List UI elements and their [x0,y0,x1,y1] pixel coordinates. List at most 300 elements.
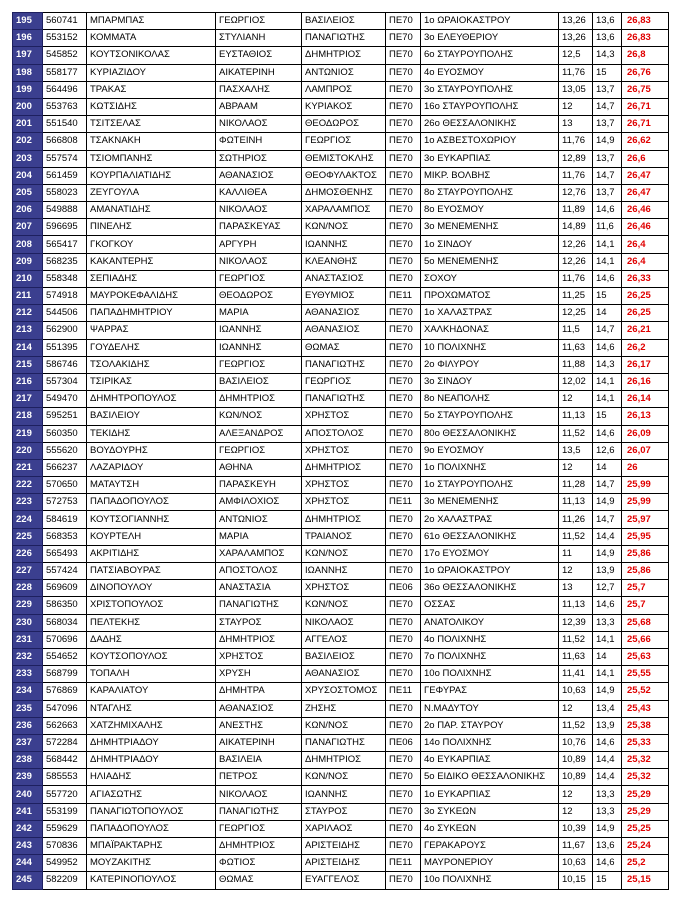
table-row [13,391,669,408]
surname-cell: ΔΗΜΗΤΡΟΠΟΥΛΟΣ [87,391,216,408]
rank-cell: 213 [13,322,43,339]
total-cell: 26,71 [622,98,669,115]
score-b-cell: 14,3 [593,356,622,373]
surname-cell: ΜΠΑΪΡΑΚΤΑΡΗΣ [87,838,216,855]
surname-cell: ΚΟΥΡΠΑΛΙΑΤΙΔΗΣ [87,167,216,184]
rank-cell: 239 [13,769,43,786]
total-cell: 26,71 [622,116,669,133]
surname-cell: ΚΟΜΜΑΤΑ [87,30,216,47]
score-a-cell: 11,13 [559,408,593,425]
score-b-cell: 11,6 [593,219,622,236]
specialty-cell: ΠΕ06 [386,734,421,751]
table-row [13,820,669,837]
id-cell: 568442 [43,752,87,769]
father-name-cell: ΑΠΟΣΤΟΛΟΣ [302,425,386,442]
father-name-cell: ΑΡΙΣΤΕΙΔΗΣ [302,838,386,855]
surname-cell: ΠΑΝΑΓΙΩΤΟΠΟΥΛΟΣ [87,803,216,820]
surname-cell: ΚΟΥΤΣΟΝΙΚΟΛΑΣ [87,47,216,64]
id-cell: 549888 [43,202,87,219]
specialty-cell: ΠΕ70 [386,339,421,356]
father-name-cell: ΧΡΗΣΤΟΣ [302,408,386,425]
id-cell: 558023 [43,184,87,201]
score-b-cell: 14,6 [593,597,622,614]
score-a-cell: 12 [559,700,593,717]
score-b-cell: 15 [593,872,622,889]
id-cell: 564496 [43,81,87,98]
score-b-cell: 14,3 [593,47,622,64]
specialty-cell: ΠΕ70 [386,803,421,820]
rank-cell: 225 [13,528,43,545]
score-a-cell: 11 [559,545,593,562]
father-name-cell: ΘΕΟΦΥΛΑΚΤΟΣ [302,167,386,184]
first-name-cell: ΑΡΓΥΡΗ [216,236,302,253]
score-b-cell: 14,4 [593,769,622,786]
id-cell: 586746 [43,356,87,373]
specialty-cell: ΠΕ70 [386,872,421,889]
id-cell: 572284 [43,734,87,751]
table-row [13,580,669,597]
total-cell: 26,09 [622,425,669,442]
score-b-cell: 14,6 [593,270,622,287]
total-cell: 25,24 [622,838,669,855]
surname-cell: ΠΙΝΕΛΗΣ [87,219,216,236]
id-cell: 568034 [43,614,87,631]
table-row [13,133,669,150]
table-row [13,614,669,631]
score-a-cell: 11,76 [559,64,593,81]
school-cell: 8ο ΕΥΟΣΜΟΥ [421,202,559,219]
score-a-cell: 13,5 [559,442,593,459]
rank-cell: 227 [13,563,43,580]
school-cell: 3ο ΣΤΑΥΡΟΥΠΟΛΗΣ [421,81,559,98]
school-cell: 7ο ΠΟΛΙΧΝΗΣ [421,648,559,665]
specialty-cell: ΠΕ70 [386,563,421,580]
first-name-cell: ΝΙΚΟΛΑΟΣ [216,202,302,219]
score-a-cell: 11,63 [559,339,593,356]
score-a-cell: 11,52 [559,425,593,442]
school-cell: 3ο ΣΥΚΕΩΝ [421,803,559,820]
total-cell: 25,86 [622,563,669,580]
score-a-cell: 11,67 [559,838,593,855]
specialty-cell: ΠΕ70 [386,820,421,837]
school-cell: 1ο ΣΙΝΔΟΥ [421,236,559,253]
father-name-cell: ΧΡΗΣΤΟΣ [302,477,386,494]
father-name-cell: ΠΑΝΑΓΙΩΤΗΣ [302,356,386,373]
school-cell: 8ο ΝΕΑΠΟΛΗΣ [421,391,559,408]
rank-cell: 208 [13,236,43,253]
id-cell: 558177 [43,64,87,81]
school-cell: 1ο ΑΣΒΕΣΤΟΧΩΡΙΟΥ [421,133,559,150]
school-cell: 1ο ΩΡΑΙΟΚΑΣΤΡΟΥ [421,563,559,580]
first-name-cell: ΘΕΟΔΩΡΟΣ [216,288,302,305]
first-name-cell: ΓΕΩΡΓΙΟΣ [216,820,302,837]
id-cell: 551540 [43,116,87,133]
score-a-cell: 11,52 [559,717,593,734]
surname-cell: ΝΤΑΓΛΗΣ [87,700,216,717]
surname-cell: ΤΣΙΡΙΚΑΣ [87,373,216,390]
rank-cell: 195 [13,13,43,30]
total-cell: 25,95 [622,528,669,545]
first-name-cell: ΑΘΑΝΑΣΙΟΣ [216,700,302,717]
total-cell: 26,46 [622,219,669,236]
score-b-cell: 14,9 [593,683,622,700]
specialty-cell: ΠΕ70 [386,167,421,184]
id-cell: 560350 [43,425,87,442]
school-cell: ΑΝΑΤΟΛΙΚΟΥ [421,614,559,631]
table-row [13,13,669,30]
score-b-cell: 14,1 [593,373,622,390]
score-a-cell: 12,02 [559,373,593,390]
score-a-cell: 13,26 [559,13,593,30]
total-cell: 26,13 [622,408,669,425]
surname-cell: ΔΗΜΗΤΡΙΑΔΟΥ [87,734,216,751]
father-name-cell: ΧΑΡΑΛΑΜΠΟΣ [302,202,386,219]
father-name-cell: ΔΗΜΗΤΡΙΟΣ [302,752,386,769]
score-a-cell: 12 [559,391,593,408]
total-cell: 26,4 [622,236,669,253]
score-b-cell: 15 [593,408,622,425]
father-name-cell: ΑΓΓΕΛΟΣ [302,631,386,648]
first-name-cell: ΜΑΡΙΑ [216,528,302,545]
father-name-cell: ΒΑΣΙΛΕΙΟΣ [302,13,386,30]
total-cell: 25,99 [622,477,669,494]
id-cell: 568235 [43,253,87,270]
table-row [13,786,669,803]
surname-cell: ΚΑΤΕΡΙΝΟΠΟΥΛΟΣ [87,872,216,889]
table-row [13,545,669,562]
table-row [13,683,669,700]
specialty-cell: ΠΕ70 [386,184,421,201]
school-cell: 5ο ΕΙΔΙΚΟ ΘΕΣΣΑΛΟΝΙΚΗΣ [421,769,559,786]
surname-cell: ΠΕΛΤΕΚΗΣ [87,614,216,631]
score-a-cell: 10,89 [559,769,593,786]
score-b-cell: 14,6 [593,425,622,442]
table-row [13,459,669,476]
rank-cell: 209 [13,253,43,270]
id-cell: 559629 [43,820,87,837]
score-a-cell: 12,89 [559,150,593,167]
specialty-cell: ΠΕ70 [386,253,421,270]
first-name-cell: ΑΒΡΑΑΜ [216,98,302,115]
first-name-cell: ΣΤΥΛΙΑΝΗ [216,30,302,47]
total-cell: 25,7 [622,580,669,597]
school-cell: 3ο ΜΕΝΕΜΕΝΗΣ [421,494,559,511]
total-cell: 25,52 [622,683,669,700]
score-b-cell: 14,1 [593,631,622,648]
score-b-cell: 13,3 [593,786,622,803]
rank-cell: 214 [13,339,43,356]
table-row [13,734,669,751]
table-row [13,202,669,219]
total-cell: 25,68 [622,614,669,631]
first-name-cell: ΙΩΑΝΝΗΣ [216,339,302,356]
specialty-cell: ΠΕ70 [386,597,421,614]
school-cell: 16ο ΣΤΑΥΡΟΥΠΟΛΗΣ [421,98,559,115]
first-name-cell: ΠΕΤΡΟΣ [216,769,302,786]
total-cell: 26,75 [622,81,669,98]
school-cell: 3ο ΜΕΝΕΜΕΝΗΣ [421,219,559,236]
id-cell: 549952 [43,855,87,872]
total-cell: 26,6 [622,150,669,167]
father-name-cell: ΛΑΜΠΡΟΣ [302,81,386,98]
rank-cell: 226 [13,545,43,562]
score-b-cell: 15 [593,64,622,81]
rank-cell: 198 [13,64,43,81]
school-cell: ΧΑΛΚΗΔΟΝΑΣ [421,322,559,339]
table-row [13,597,669,614]
father-name-cell: ΚΛΕΑΝΘΗΣ [302,253,386,270]
surname-cell: ΒΟΥΔΟΥΡΗΣ [87,442,216,459]
surname-cell: ΜΑΤΑΥΤΣΗ [87,477,216,494]
surname-cell: ΓΚΟΓΚΟΥ [87,236,216,253]
school-cell: 61ο ΘΕΣΣΑΛΟΝΙΚΗΣ [421,528,559,545]
specialty-cell: ΠΕ70 [386,391,421,408]
table-row [13,563,669,580]
school-cell: 4ο ΠΟΛΙΧΝΗΣ [421,631,559,648]
total-cell: 26,25 [622,305,669,322]
rank-cell: 244 [13,855,43,872]
total-cell: 25,15 [622,872,669,889]
score-b-cell: 14,1 [593,236,622,253]
table-row [13,442,669,459]
father-name-cell: ΔΗΜΗΤΡΙΟΣ [302,47,386,64]
father-name-cell: ΕΥΘΥΜΙΟΣ [302,288,386,305]
total-cell: 26,14 [622,391,669,408]
rank-cell: 219 [13,425,43,442]
specialty-cell: ΠΕ70 [386,133,421,150]
surname-cell: ΛΑΖΑΡΙΔΟΥ [87,459,216,476]
score-a-cell: 12,25 [559,305,593,322]
score-a-cell: 12,39 [559,614,593,631]
first-name-cell: ΑΘΗΝΑ [216,459,302,476]
father-name-cell: ΔΗΜΗΤΡΙΟΣ [302,511,386,528]
table-row [13,425,669,442]
total-cell: 25,43 [622,700,669,717]
specialty-cell: ΠΕ70 [386,477,421,494]
father-name-cell: ΠΑΝΑΓΙΩΤΗΣ [302,30,386,47]
table-row [13,167,669,184]
rank-cell: 210 [13,270,43,287]
score-b-cell: 13,6 [593,838,622,855]
total-cell: 26,62 [622,133,669,150]
score-a-cell: 11,13 [559,597,593,614]
id-cell: 584619 [43,511,87,528]
first-name-cell: ΙΩΑΝΝΗΣ [216,322,302,339]
father-name-cell: ΣΤΑΥΡΟΣ [302,803,386,820]
score-a-cell: 12 [559,803,593,820]
father-name-cell: ΧΡΗΣΤΟΣ [302,442,386,459]
specialty-cell: ΠΕ70 [386,47,421,64]
score-a-cell: 11,13 [559,494,593,511]
score-b-cell: 13,3 [593,803,622,820]
specialty-cell: ΠΕ70 [386,305,421,322]
score-b-cell: 13,9 [593,717,622,734]
score-a-cell: 12 [559,98,593,115]
score-b-cell: 14,1 [593,253,622,270]
father-name-cell: ΤΡΑΙΑΝΟΣ [302,528,386,545]
total-cell: 25,2 [622,855,669,872]
surname-cell: ΠΑΠΑΔΟΠΟΥΛΟΣ [87,820,216,837]
table-row [13,288,669,305]
id-cell: 568799 [43,666,87,683]
id-cell: 562900 [43,322,87,339]
first-name-cell: ΣΤΑΥΡΟΣ [216,614,302,631]
id-cell: 566808 [43,133,87,150]
specialty-cell: ΠΕ70 [386,270,421,287]
father-name-cell: ΚΩΝ/ΝΟΣ [302,219,386,236]
father-name-cell: ΧΑΡΙΛΑΟΣ [302,820,386,837]
total-cell: 25,86 [622,545,669,562]
id-cell: 549470 [43,391,87,408]
table-row [13,81,669,98]
first-name-cell: ΔΗΜΗΤΡΙΟΣ [216,631,302,648]
rank-cell: 205 [13,184,43,201]
table-row [13,253,669,270]
surname-cell: ΤΣΑΚΝΑΚΗ [87,133,216,150]
father-name-cell: ΚΩΝ/ΝΟΣ [302,545,386,562]
rank-cell: 237 [13,734,43,751]
first-name-cell: ΑΠΟΣΤΟΛΟΣ [216,563,302,580]
id-cell: 570836 [43,838,87,855]
specialty-cell: ΠΕ70 [386,752,421,769]
id-cell: 572753 [43,494,87,511]
total-cell: 25,29 [622,786,669,803]
rank-cell: 206 [13,202,43,219]
score-b-cell: 14,6 [593,734,622,751]
table-row [13,648,669,665]
surname-cell: ΑΚΡΙΤΙΔΗΣ [87,545,216,562]
rank-cell: 228 [13,580,43,597]
id-cell: 557574 [43,150,87,167]
father-name-cell: ΙΩΑΝΝΗΣ [302,236,386,253]
total-cell: 26,47 [622,184,669,201]
school-cell: 10ο ΠΟΛΙΧΝΗΣ [421,872,559,889]
total-cell: 26,25 [622,288,669,305]
rank-cell: 207 [13,219,43,236]
id-cell: 544506 [43,305,87,322]
school-cell: 1ο ΧΑΛΑΣΤΡΑΣ [421,305,559,322]
score-a-cell: 11,89 [559,202,593,219]
school-cell: 4ο ΣΥΚΕΩΝ [421,820,559,837]
specialty-cell: ΠΕ11 [386,855,421,872]
score-b-cell: 14,9 [593,133,622,150]
rank-cell: 215 [13,356,43,373]
school-cell: 4ο ΕΥΟΣΜΟΥ [421,64,559,81]
first-name-cell: ΣΩΤΗΡΙΟΣ [216,150,302,167]
father-name-cell: ΚΩΝ/ΝΟΣ [302,717,386,734]
school-cell: 5ο ΜΕΝΕΜΕΝΗΣ [421,253,559,270]
table-row [13,150,669,167]
school-cell: 8ο ΣΤΑΥΡΟΥΠΟΛΗΣ [421,184,559,201]
specialty-cell: ΠΕ70 [386,666,421,683]
father-name-cell: ΒΑΣΙΛΕΙΟΣ [302,648,386,665]
total-cell: 26,07 [622,442,669,459]
score-b-cell: 14 [593,305,622,322]
first-name-cell: ΑΙΚΑΤΕΡΙΝΗ [216,64,302,81]
school-cell: 1ο ΣΤΑΥΡΟΥΠΟΛΗΣ [421,477,559,494]
total-cell: 26 [622,459,669,476]
score-b-cell: 13,6 [593,13,622,30]
father-name-cell: ΔΗΜΟΣΘΕΝΗΣ [302,184,386,201]
surname-cell: ΑΜΑΝΑΤΙΔΗΣ [87,202,216,219]
rank-cell: 200 [13,98,43,115]
id-cell: 557424 [43,563,87,580]
id-cell: 553763 [43,98,87,115]
rank-cell: 234 [13,683,43,700]
total-cell: 26,8 [622,47,669,64]
school-cell: 4ο ΕΥΚΑΡΠΙΑΣ [421,752,559,769]
total-cell: 26,46 [622,202,669,219]
school-cell: ΜΙΚΡ. ΒΟΛΒΗΣ [421,167,559,184]
score-b-cell: 13,4 [593,700,622,717]
score-b-cell: 14,9 [593,494,622,511]
table-row [13,717,669,734]
surname-cell: ΚΟΥΤΣΟΠΟΥΛΟΣ [87,648,216,665]
table-row [13,270,669,287]
id-cell: 570650 [43,477,87,494]
surname-cell: ΤΟΠΑΛΗ [87,666,216,683]
rank-cell: 217 [13,391,43,408]
first-name-cell: ΠΑΝΑΓΙΩΤΗΣ [216,597,302,614]
table-row [13,236,669,253]
total-cell: 26,2 [622,339,669,356]
table-row [13,98,669,115]
surname-cell: ΚΑΚΑΝΤΕΡΗΣ [87,253,216,270]
table-row [13,184,669,201]
specialty-cell: ΠΕ70 [386,700,421,717]
first-name-cell: ΠΑΣΧΑΛΗΣ [216,81,302,98]
score-a-cell: 11,76 [559,270,593,287]
id-cell: 570696 [43,631,87,648]
score-b-cell: 13,3 [593,614,622,631]
father-name-cell: ΧΡΥΣΟΣΤΟΜΟΣ [302,683,386,700]
specialty-cell: ΠΕ70 [386,648,421,665]
specialty-cell: ΠΕ70 [386,64,421,81]
score-b-cell: 14,4 [593,528,622,545]
rank-cell: 212 [13,305,43,322]
rank-cell: 229 [13,597,43,614]
specialty-cell: ΠΕ70 [386,511,421,528]
score-b-cell: 13,7 [593,116,622,133]
table-row [13,528,669,545]
rank-cell: 231 [13,631,43,648]
surname-cell: ΤΕΚΙΔΗΣ [87,425,216,442]
first-name-cell: ΠΑΝΑΓΙΩΤΗΣ [216,803,302,820]
father-name-cell: ΠΑΝΑΓΙΩΤΗΣ [302,734,386,751]
surname-cell: ΑΓΙΑΣΩΤΗΣ [87,786,216,803]
father-name-cell: ΘΕΟΔΩΡΟΣ [302,116,386,133]
specialty-cell: ΠΕ11 [386,683,421,700]
first-name-cell: ΑΝΤΩΝΙΟΣ [216,511,302,528]
rank-cell: 218 [13,408,43,425]
score-b-cell: 14,6 [593,855,622,872]
father-name-cell: ΑΝΤΩΝΙΟΣ [302,64,386,81]
total-cell: 26,83 [622,30,669,47]
total-cell: 25,66 [622,631,669,648]
specialty-cell: ΠΕ70 [386,614,421,631]
father-name-cell: ΠΑΝΑΓΙΩΤΗΣ [302,391,386,408]
score-a-cell: 13 [559,580,593,597]
score-a-cell: 11,76 [559,133,593,150]
school-cell: 80ο ΘΕΣΣΑΛΟΝΙΚΗΣ [421,425,559,442]
school-cell: 14ο ΠΟΛΙΧΝΗΣ [421,734,559,751]
score-b-cell: 14,1 [593,666,622,683]
rank-cell: 232 [13,648,43,665]
rank-cell: 236 [13,717,43,734]
score-b-cell: 14,1 [593,391,622,408]
total-cell: 25,63 [622,648,669,665]
first-name-cell: ΝΙΚΟΛΑΟΣ [216,786,302,803]
